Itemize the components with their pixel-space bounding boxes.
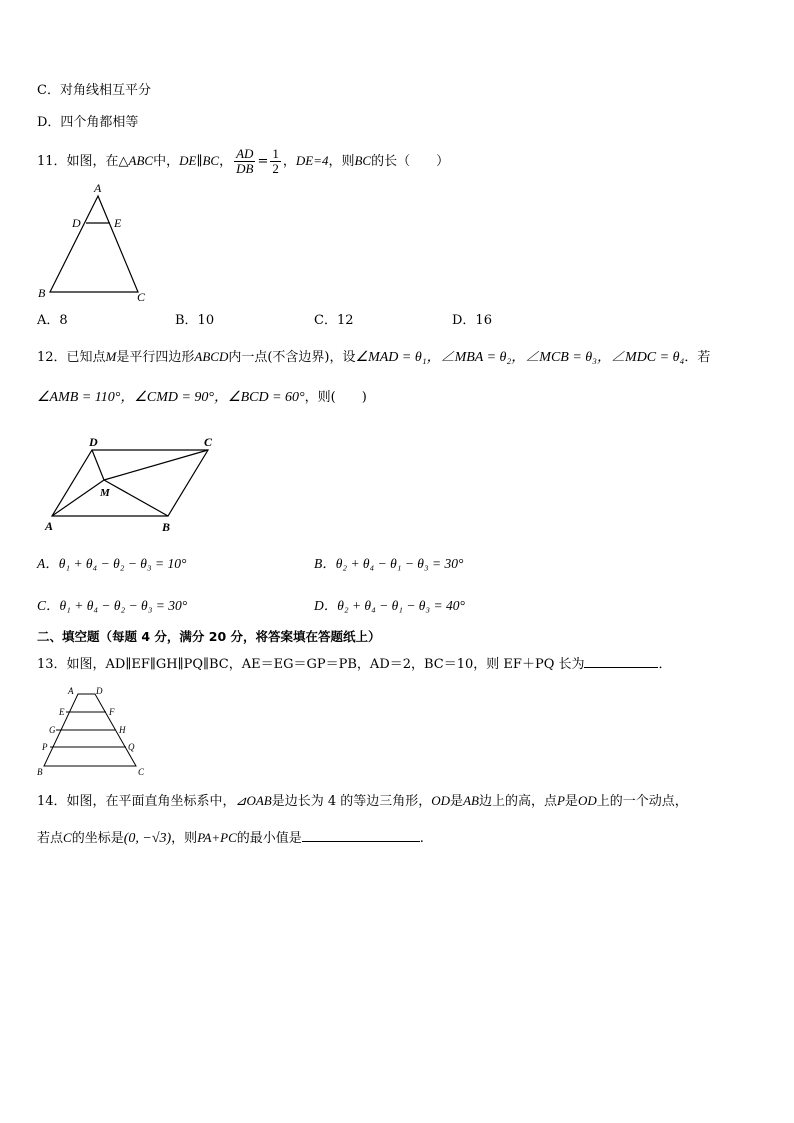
q12-parallelogram-figure — [40, 430, 230, 535]
q10-option-d: D．四个角都相等 — [37, 115, 139, 130]
q14-answer-blank[interactable] — [302, 829, 420, 842]
q12-stem-line2: ∠AMB = 110°，∠CMD = 90°，∠BCD = 60°，则( ) — [37, 390, 367, 405]
q11-stem: 11．如图，在△ABC中，DE∥BC， $\frac{AD}{DB}$ = $\frac{1}{2}$ ，DE=4，则BC的长（ ） — [37, 146, 450, 176]
section-fill-in-blank-heading: 二、填空题（每题 4 分，满分 20 分，将答案填在答题纸上） — [37, 629, 381, 644]
q13-answer-blank[interactable] — [584, 655, 658, 668]
q11-option-c: C．12 — [314, 313, 354, 328]
q11-fraction-half: $\frac{1}{2}$ — [272, 146, 279, 176]
q12-label-m: M — [100, 487, 110, 499]
q11-triangle-figure — [30, 180, 160, 305]
q13-label-d: D — [96, 686, 103, 696]
q11-label-a: A — [94, 181, 102, 195]
q12-option-a: A．θ₁ + θ₄ − θ₂ − θ₃ = 10° — [37, 556, 187, 571]
q11-label-d: D — [72, 216, 81, 230]
q13-trapezoid-figure — [34, 684, 154, 779]
q10-option-c: C．对角线相互平分 — [37, 83, 151, 98]
q11-label-b: B — [38, 286, 46, 300]
q13-label-e: E — [59, 707, 65, 717]
q12-option-c: C．θ₁ + θ₄ − θ₂ − θ₃ = 30° — [37, 598, 188, 613]
q13-label-h: H — [119, 725, 126, 735]
q13-label-g: G — [49, 725, 56, 735]
q12-label-b: B — [162, 520, 171, 534]
q12-label-a: A — [45, 519, 54, 533]
q13-label-c: C — [138, 767, 145, 777]
q14-stem-line1: 14．如图，在平面直角坐标系中，⊿OAB是边长为 4 的等边三角形，OD是AB边上的高，点P是OD上的一个动点， — [37, 793, 688, 809]
q12-stem-line1: 12．已知点M是平行四边形ABCD内一点(不含边界)，设∠MAD = θ₁，∠MBA = θ₂，∠MCB = θ₃，∠MDC = θ₄．若 — [37, 349, 711, 365]
q14-stem-line2: 若点C的坐标是(0, −√3)，则PA+PC的最小值是 . — [37, 830, 424, 846]
q12-label-c: C — [204, 435, 213, 449]
q13-label-b: B — [37, 767, 43, 777]
q13-label-f: F — [109, 707, 115, 717]
q12-option-d: D．θ₂ + θ₄ − θ₁ − θ₃ = 40° — [314, 598, 465, 613]
q13-stem: 13．如图，AD∥EF∥GH∥PQ∥BC，AE＝EG＝GP＝PB，AD＝2，BC＝10，则 EF＋PQ 长为 ． — [37, 657, 672, 672]
q12-option-b: B．θ₂ + θ₄ − θ₁ − θ₃ = 30° — [314, 556, 464, 571]
q13-label-q: Q — [128, 742, 135, 752]
q11-option-d: D．16 — [452, 313, 492, 328]
q13-label-a: A — [68, 686, 74, 696]
q13-label-p: P — [42, 742, 48, 752]
q11-option-a: A．8 — [37, 313, 68, 328]
q11-label-c: C — [137, 290, 146, 304]
q12-label-d: D — [89, 435, 98, 449]
q11-label-e: E — [114, 216, 122, 230]
q11-option-b: B．10 — [175, 313, 215, 328]
q11-fraction-ad-db: $\frac{AD}{DB}$ — [236, 146, 254, 176]
